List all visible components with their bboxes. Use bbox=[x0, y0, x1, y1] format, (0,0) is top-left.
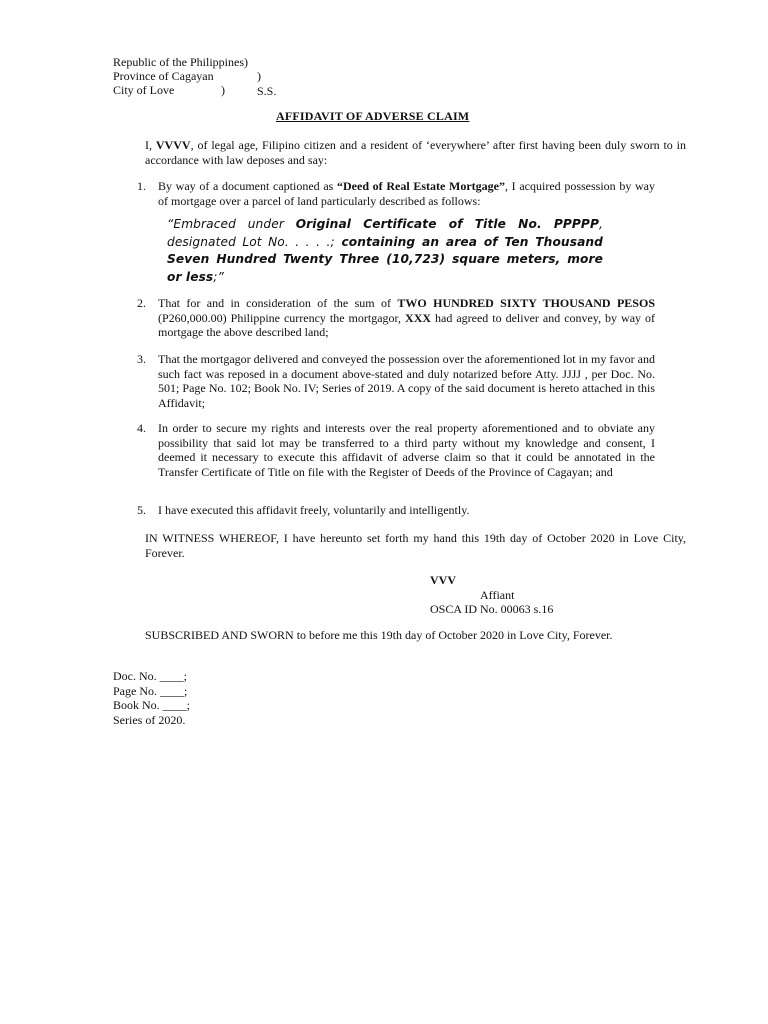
intro-paragraph bbox=[113, 138, 686, 167]
notarial-register bbox=[113, 669, 190, 727]
venue-line-republic: Republic of the Philippines) bbox=[113, 55, 248, 69]
list-item-4 bbox=[137, 421, 655, 479]
item-5-text: I have executed this affidavit freely, voluntarily and intelligently. bbox=[158, 503, 470, 517]
venue-province-text: Province of Cagayan bbox=[113, 69, 214, 83]
item-1-text bbox=[158, 179, 655, 208]
item-3-text: That the mortgagor delivered and conveyed the possession over the aforementioned lot in my favor and such fact was reposed in a document above-stated and duly notarized before Atty. JJJJ , per Doc. No. 501; Page No. 102; Book No. IV; Series of 2019. A copy of the said document is hereto attached in this Affidavit; bbox=[158, 352, 655, 410]
venue-city-text: City of Love bbox=[113, 83, 175, 97]
deed-title: “Deed of Real Estate Mortgage” bbox=[337, 179, 505, 193]
item-4-text: In order to secure my rights and interests over the real property aforementioned and to obviate any possibility that said lot may be transferred to a third party without my knowledge and consent, I deemed it necessary to execute this affidavit of adverse claim so that it could be annotated in the Transfer Certificate of Title on file with the Register of Deeds of the Province of Cagayan; and bbox=[158, 421, 655, 479]
item-number: 5. bbox=[137, 503, 146, 517]
item-number: 2. bbox=[137, 296, 146, 310]
venue-line-city bbox=[113, 83, 248, 97]
list-item-1 bbox=[137, 179, 655, 208]
item-2-text-a: That for and in consideration of the sum of bbox=[158, 296, 398, 310]
title-number: Original Certificate of Title No. PPPPP bbox=[295, 217, 600, 231]
mortgagor-name: XXX bbox=[405, 310, 432, 325]
signature-block bbox=[430, 573, 553, 617]
document-title: AFFIDAVIT OF ADVERSE CLAIM bbox=[276, 109, 470, 123]
venue-ss: ) S.S. bbox=[257, 69, 277, 98]
venue-block bbox=[113, 55, 277, 98]
item-number: 4. bbox=[137, 421, 146, 435]
notary-book-no: Book No. ____; bbox=[113, 698, 191, 712]
osca-id: OSCA ID No. 00063 s.16 bbox=[430, 602, 554, 617]
quote-text-a: “Embraced under bbox=[167, 217, 296, 231]
notary-series: Series of 2020. bbox=[113, 712, 186, 727]
affiant-label: Affiant bbox=[480, 587, 515, 602]
property-description-quote bbox=[167, 216, 603, 286]
affiant-signature-name: VVV bbox=[430, 573, 456, 587]
notary-doc-no: Doc. No. ____; bbox=[113, 669, 187, 683]
list-item-5 bbox=[137, 503, 655, 518]
item-2-text bbox=[158, 296, 655, 340]
intro-text-a: I, bbox=[145, 138, 156, 152]
list-item-2 bbox=[137, 296, 655, 340]
item-number: 3. bbox=[137, 352, 146, 366]
witness-paragraph: IN WITNESS WHEREOF, I have hereunto set forth my hand this 19th day of October 2020 in Love City, Forever. bbox=[145, 531, 686, 560]
affiant-name: VVVV bbox=[155, 138, 191, 152]
intro-text-b: , of legal age, Filipino citizen and a resident of ‘everywhere’ after first having been duly sworn to in accordance with law deposes and say: bbox=[145, 138, 686, 167]
consideration-sum: TWO HUNDRED SIXTY THOUSAND PESOS bbox=[397, 296, 655, 310]
item-1-text-b: , I acquired possession by way of mortgage over a parcel of land particularly described as follows: bbox=[158, 179, 656, 208]
quote-text-b: , designated Lot No. . . . .; bbox=[167, 217, 603, 249]
venue-city-bracket: ) bbox=[221, 83, 225, 97]
item-1-text-a: By way of a document captioned as bbox=[158, 179, 338, 193]
item-number: 1. bbox=[137, 179, 146, 193]
land-area: containing an area of Ten Thousand Seven Hundred Twenty Three (10,723) square meters, more or less bbox=[167, 234, 603, 284]
subscribed-paragraph: SUBSCRIBED AND SWORN to before me this 19th day of October 2020 in Love City, Forever. bbox=[145, 628, 613, 642]
quote-text-c: ;” bbox=[213, 269, 224, 284]
item-2-text-c: had agreed to deliver and convey, by way of mortgage the above described land; bbox=[158, 310, 656, 340]
list-item-3 bbox=[137, 352, 655, 410]
notary-page-no: Page No. ____; bbox=[113, 683, 188, 698]
item-2-text-b: (P260,000.00) Philippine currency the mortgagor, bbox=[158, 310, 406, 325]
